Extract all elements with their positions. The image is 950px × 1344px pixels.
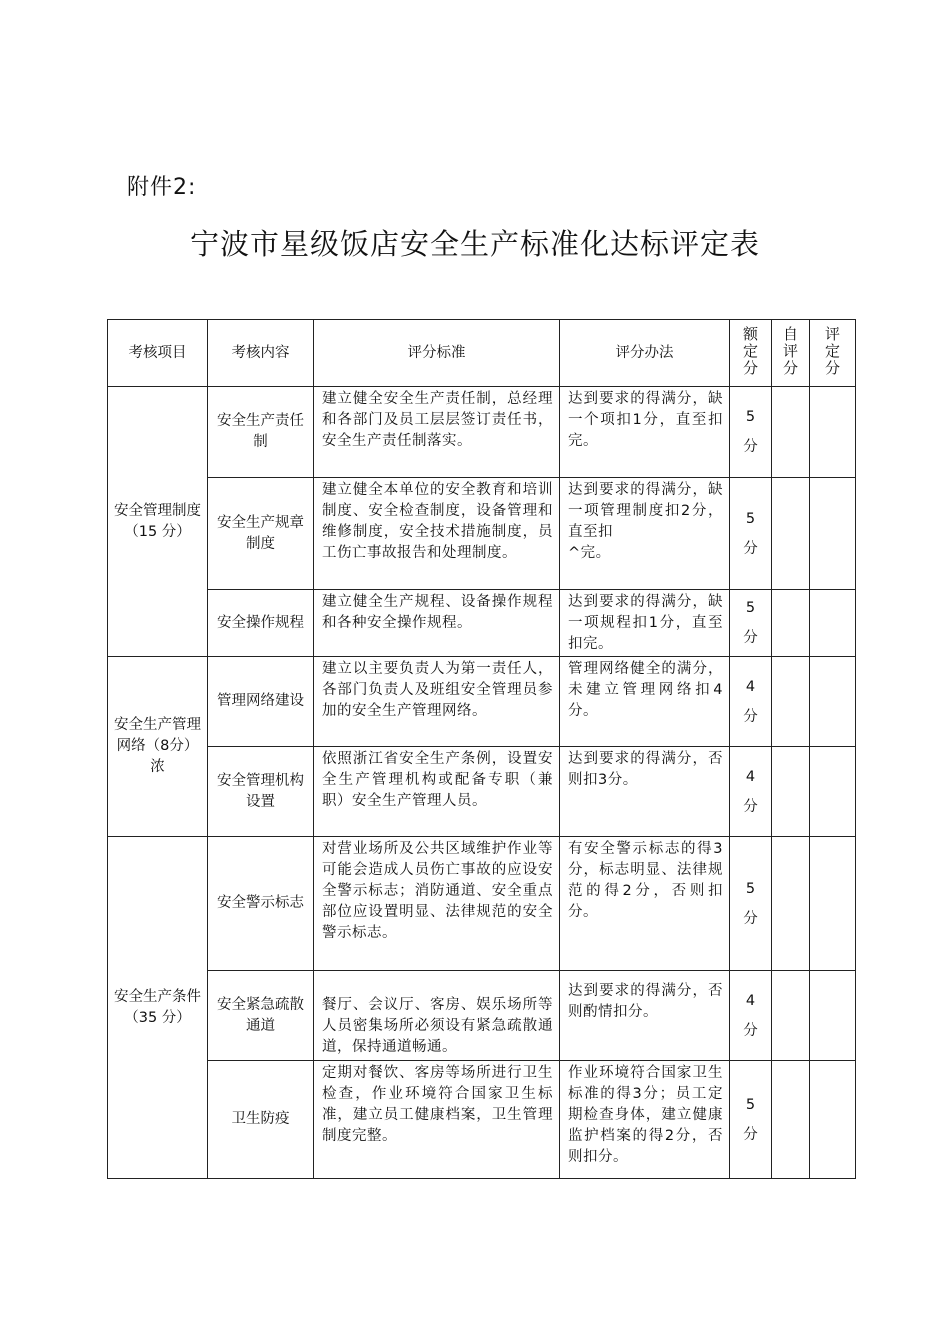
header-final-text: 评定分 (824, 325, 840, 377)
points-cell (730, 747, 772, 837)
header-final (810, 320, 856, 387)
points-text: 4分 (743, 678, 758, 725)
points-text: 5分 (743, 600, 758, 646)
content-cell: 管理网络建设 (208, 657, 314, 747)
table-header-row (108, 320, 856, 387)
table-row (108, 1061, 856, 1179)
method-cell: 达到要求的得满分，否则扣3分。 (560, 747, 730, 837)
final-score-cell[interactable] (810, 971, 856, 1061)
standard-cell: 定期对餐饮、客房等场所进行卫生检查，作业环境符合国家卫生标准，建立员工健康档案，卫生管理制度完整。 (314, 1061, 560, 1179)
content-cell: 卫生防疫 (208, 1061, 314, 1179)
table-row (108, 971, 856, 1061)
points-cell (730, 478, 772, 590)
category-cell: 安全管理制度 （15 分） (108, 387, 208, 657)
points-cell (730, 387, 772, 478)
header-quota (730, 320, 772, 387)
table-row (108, 657, 856, 747)
self-score-cell[interactable] (772, 747, 810, 837)
header-method: 评分办法 (560, 320, 730, 387)
self-score-cell[interactable] (772, 657, 810, 747)
final-score-cell[interactable] (810, 747, 856, 837)
self-score-cell[interactable] (772, 387, 810, 478)
points-text: 5分 (743, 409, 758, 455)
points-cell (730, 971, 772, 1061)
standard-cell: 依照浙江省安全生产条例，设置安全生产管理机构或配备专职（兼职）安全生产管理人员。 (314, 747, 560, 837)
content-cell: 安全管理机构设置 (208, 747, 314, 837)
standard-cell: 餐厅、会议厅、客房、娱乐场所等人员密集场所必须设有紧急疏散通道，保持通道畅通。 (314, 971, 560, 1061)
method-cell: 有安全警示标志的得3分，标志明显、法律规范的得2分，否则扣分。 (560, 837, 730, 971)
table-row (108, 590, 856, 657)
method-cell: 作业环境符合国家卫生标准的得3分；员工定期检查身体，建立健康监护档案的得2分，否则扣分。 (560, 1061, 730, 1179)
table-row (108, 837, 856, 971)
final-score-cell[interactable] (810, 1061, 856, 1179)
self-score-cell[interactable] (772, 478, 810, 590)
content-cell: 安全警示标志 (208, 837, 314, 971)
points-cell (730, 657, 772, 747)
content-cell: 安全生产规章制度 (208, 478, 314, 590)
table-row (108, 747, 856, 837)
evaluation-table (107, 319, 856, 1179)
table-row (108, 478, 856, 590)
method-cell: 管理网络健全的满分，未建立管理网络扣4分。 (560, 657, 730, 747)
points-text: 4分 (743, 992, 758, 1039)
content-cell: 安全操作规程 (208, 590, 314, 657)
method-cell: 达到要求的得满分，缺一项规程扣1分，直至扣完。 (560, 590, 730, 657)
method-cell: 达到要求的得满分，缺一个项扣1分，直至扣完。 (560, 387, 730, 478)
final-score-cell[interactable] (810, 387, 856, 478)
points-text: 5分 (743, 510, 758, 557)
method-cell: 达到要求的得满分，否则酌情扣分。 (560, 971, 730, 1061)
content-cell: 安全紧急疏散通道 (208, 971, 314, 1061)
header-quota-text: 额定分 (742, 325, 758, 377)
final-score-cell[interactable] (810, 837, 856, 971)
standard-cell: 建立健全安全生产责任制，总经理和各部门及员工层层签订责任书，安全生产责任制落实。 (314, 387, 560, 478)
page-title: 宁波市星级饭店安全生产标准化达标评定表 (189, 227, 760, 261)
header-self-text: 自评分 (782, 325, 798, 377)
self-score-cell[interactable] (772, 1061, 810, 1179)
category-cell: 安全生产条件 （35 分） (108, 837, 208, 1179)
self-score-cell[interactable] (772, 971, 810, 1061)
points-text: 5分 (743, 1096, 758, 1143)
points-cell (730, 1061, 772, 1179)
attachment-label: 附件2: (127, 175, 197, 200)
standard-cell: 建立健全生产规程、设备操作规程和各种安全操作规程。 (314, 590, 560, 657)
header-content: 考核内容 (208, 320, 314, 387)
points-text: 5分 (743, 880, 758, 927)
points-text: 4分 (743, 768, 758, 815)
standard-cell: 建立健全本单位的安全教育和培训制度、安全检查制度，设备管理和维修制度，安全技术措施制度，员工伤亡事故报告和处理制度。 (314, 478, 560, 590)
header-self (772, 320, 810, 387)
header-item: 考核项目 (108, 320, 208, 387)
content-cell: 安全生产责任制 (208, 387, 314, 478)
method-cell: 达到要求的得满分，缺一项管理制度扣2分，直至扣 ^完。 (560, 478, 730, 590)
standard-cell: 对营业场所及公共区域维护作业等可能会造成人员伤亡事故的应设安全警示标志；消防通道、安全重点部位应设置明显、法律规范的安全警示标志。 (314, 837, 560, 971)
self-score-cell[interactable] (772, 590, 810, 657)
final-score-cell[interactable] (810, 657, 856, 747)
self-score-cell[interactable] (772, 837, 810, 971)
standard-cell: 建立以主要负责人为第一责任人，各部门负责人及班组安全管理员参加的安全生产管理网络。 (314, 657, 560, 747)
table-row (108, 387, 856, 478)
category-cell: 安全生产管理网络（8分） 浓 (108, 657, 208, 837)
final-score-cell[interactable] (810, 590, 856, 657)
points-cell (730, 837, 772, 971)
points-cell (730, 590, 772, 657)
header-standard: 评分标准 (314, 320, 560, 387)
final-score-cell[interactable] (810, 478, 856, 590)
